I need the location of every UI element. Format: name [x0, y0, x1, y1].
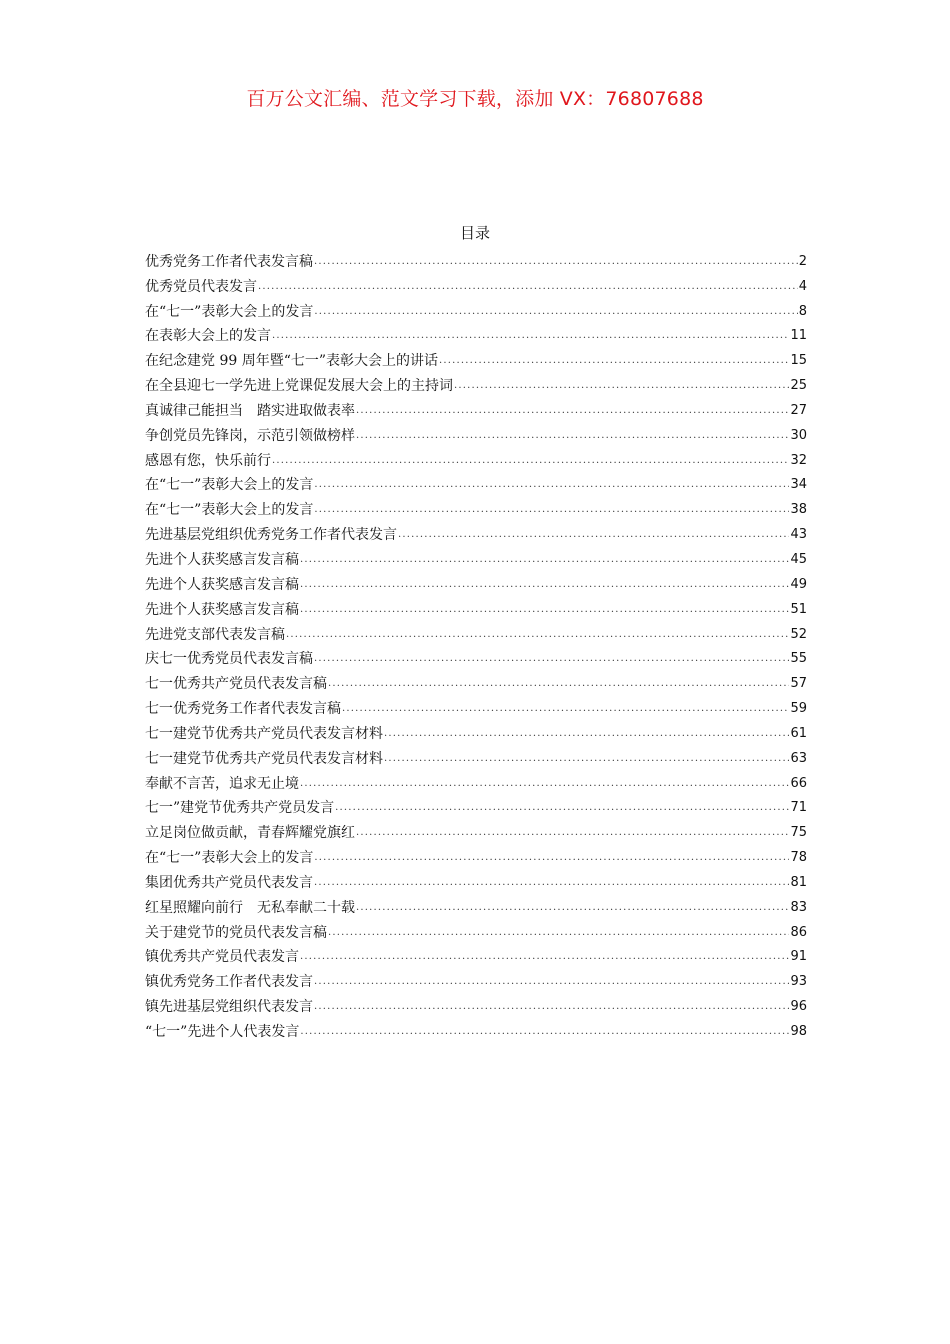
toc-leader-dots — [300, 551, 789, 569]
header-banner: 百万公文汇编、范文学习下载，添加 VX：76807688 — [246, 88, 704, 110]
toc-leader-dots — [384, 750, 789, 768]
toc-entry-title: 七一建党节优秀共产党员代表发言材料 — [145, 750, 383, 767]
toc-entry[interactable] — [145, 1016, 807, 1041]
toc-entry-title: 在表彰大会上的发言 — [145, 328, 271, 345]
toc-leader-dots — [356, 427, 789, 445]
toc-entry-title: 在“七一”表彰大会上的发言 — [145, 303, 314, 320]
toc-entry[interactable] — [145, 594, 807, 619]
toc-entry-title: 镇优秀共产党员代表发言 — [145, 949, 299, 966]
toc-entry-title: 先进个人获奖感言发言稿 — [145, 551, 299, 568]
toc-entry-title: 红星照耀向前行 无私奉献二十载 — [145, 899, 355, 916]
toc-entry[interactable] — [145, 991, 807, 1016]
toc-entry-page: 71 — [790, 800, 807, 816]
toc-leader-dots — [300, 1023, 789, 1041]
toc-entry[interactable] — [145, 842, 807, 867]
toc-entry-page: 86 — [790, 924, 807, 940]
toc-leader-dots — [454, 377, 789, 395]
toc-title: 目录 — [459, 224, 490, 242]
toc-entry-title: 立足岗位做贡献，青春辉耀党旗红 — [145, 825, 355, 842]
toc-entry-page: 63 — [790, 750, 807, 766]
toc-entry[interactable] — [145, 644, 807, 669]
toc-entry-page: 8 — [798, 303, 807, 319]
toc-leader-dots — [314, 849, 789, 867]
toc-entry-page: 4 — [798, 278, 807, 294]
toc-entry-title: 七一优秀党务工作者代表发言稿 — [145, 701, 341, 718]
toc-entry-page: 52 — [790, 626, 807, 642]
toc-entry[interactable] — [145, 867, 807, 892]
toc-entry-page: 43 — [790, 527, 807, 543]
toc-entry-title: 在“七一”表彰大会上的发言 — [145, 502, 314, 519]
toc-entry-title: 先进党支部代表发言稿 — [145, 626, 285, 643]
toc-list — [145, 246, 807, 1041]
toc-entry-page: 2 — [798, 253, 807, 269]
toc-entry-page: 66 — [790, 775, 807, 791]
toc-entry[interactable] — [145, 296, 807, 321]
toc-entry[interactable] — [145, 470, 807, 495]
toc-entry[interactable] — [145, 892, 807, 917]
toc-entry-page: 11 — [790, 328, 807, 344]
toc-entry-page: 59 — [790, 701, 807, 717]
toc-entry-title: 庆七一优秀党员代表发言稿 — [145, 651, 313, 668]
toc-entry[interactable] — [145, 743, 807, 768]
toc-leader-dots — [314, 650, 789, 668]
toc-entry-page: 91 — [790, 949, 807, 965]
toc-leader-dots — [314, 874, 789, 892]
toc-entry-page: 25 — [790, 378, 807, 394]
toc-entry-title: 争创党员先锋岗，示范引领做榜样 — [145, 427, 355, 444]
toc-entry-page: 38 — [790, 502, 807, 518]
toc-entry[interactable] — [145, 718, 807, 743]
toc-entry-title: 集团优秀共产党员代表发言 — [145, 874, 313, 891]
toc-leader-dots — [300, 948, 789, 966]
toc-entry-title: “七一”先进个人代表发言 — [145, 1024, 300, 1040]
toc-entry[interactable] — [145, 246, 807, 271]
toc-entry-title: 奉献不言苦，追求无止境 — [145, 775, 299, 792]
toc-leader-dots — [258, 278, 798, 296]
toc-entry[interactable] — [145, 569, 807, 594]
toc-entry-page: 55 — [790, 651, 807, 667]
toc-entry-title: 先进基层党组织优秀党务工作者代表发言 — [145, 527, 397, 544]
toc-leader-dots — [300, 775, 789, 793]
toc-leader-dots — [398, 526, 789, 544]
toc-entry-title: 七一建党节优秀共产党员代表发言材料 — [145, 725, 383, 742]
toc-leader-dots — [356, 899, 789, 917]
toc-entry[interactable] — [145, 768, 807, 793]
toc-leader-dots — [439, 352, 789, 370]
toc-leader-dots — [314, 998, 789, 1016]
toc-entry[interactable] — [145, 544, 807, 569]
toc-leader-dots — [300, 601, 789, 619]
toc-entry-title: 关于建党节的党员代表发言稿 — [145, 924, 327, 941]
toc-entry-page: 93 — [790, 974, 807, 990]
toc-entry[interactable] — [145, 445, 807, 470]
toc-entry-page: 57 — [790, 676, 807, 692]
toc-entry-title: 优秀党员代表发言 — [145, 278, 257, 295]
toc-leader-dots — [272, 327, 789, 345]
toc-entry-title: 镇先进基层党组织代表发言 — [145, 999, 313, 1016]
toc-leader-dots — [384, 725, 789, 743]
toc-entry-title: 感恩有您，快乐前行 — [145, 452, 271, 469]
toc-entry-title: 七一优秀共产党员代表发言稿 — [145, 676, 327, 693]
toc-leader-dots — [328, 675, 789, 693]
toc-entry-title: 先进个人获奖感言发言稿 — [145, 601, 299, 618]
toc-entry-page: 30 — [790, 427, 807, 443]
toc-entry-title: 镇优秀党务工作者代表发言 — [145, 974, 313, 991]
toc-entry-page: 34 — [790, 477, 807, 493]
toc-entry[interactable] — [145, 668, 807, 693]
toc-entry[interactable] — [145, 942, 807, 967]
toc-leader-dots — [272, 452, 789, 470]
toc-leader-dots — [314, 973, 789, 991]
toc-entry-page: 75 — [790, 825, 807, 841]
toc-entry[interactable] — [145, 966, 807, 991]
toc-entry-title: 在“七一”表彰大会上的发言 — [145, 850, 314, 867]
toc-entry-title: 在“七一”表彰大会上的发言 — [145, 477, 314, 494]
toc-entry[interactable] — [145, 817, 807, 842]
toc-entry-page: 83 — [790, 899, 807, 915]
toc-entry[interactable] — [145, 321, 807, 346]
toc-entry[interactable] — [145, 917, 807, 942]
toc-entry-page: 51 — [790, 601, 807, 617]
toc-entry[interactable] — [145, 345, 807, 370]
toc-entry[interactable] — [145, 693, 807, 718]
toc-leader-dots — [356, 824, 789, 842]
toc-entry-title: 优秀党务工作者代表发言稿 — [145, 253, 313, 270]
toc-entry-page: 78 — [790, 850, 807, 866]
toc-leader-dots — [314, 476, 789, 494]
toc-entry-page: 96 — [790, 999, 807, 1015]
toc-entry[interactable] — [145, 420, 807, 445]
toc-entry-page: 61 — [790, 725, 807, 741]
toc-entry[interactable] — [145, 793, 807, 818]
toc-leader-dots — [286, 626, 789, 644]
toc-entry[interactable] — [145, 619, 807, 644]
toc-entry[interactable] — [145, 519, 807, 544]
toc-leader-dots — [356, 402, 789, 420]
toc-entry-title: 七一”建党节优秀共产党员发言 — [145, 800, 335, 817]
toc-entry-page: 45 — [790, 551, 807, 567]
toc-entry[interactable] — [145, 271, 807, 296]
toc-entry-page: 98 — [790, 1024, 807, 1039]
toc-entry-title: 先进个人获奖感言发言稿 — [145, 576, 299, 593]
toc-entry-page: 81 — [790, 874, 807, 890]
toc-entry[interactable] — [145, 494, 807, 519]
toc-leader-dots — [335, 799, 789, 817]
toc-leader-dots — [314, 303, 797, 321]
toc-entry-page: 49 — [790, 576, 807, 592]
toc-leader-dots — [314, 501, 789, 519]
toc-entry-page: 27 — [790, 402, 807, 418]
toc-leader-dots — [328, 924, 789, 942]
toc-entry[interactable] — [145, 370, 807, 395]
toc-leader-dots — [342, 700, 789, 718]
toc-entry-title: 在纪念建党 99 周年暨“七一”表彰大会上的讲话 — [145, 353, 439, 370]
toc-entry-title: 真诚律己能担当 踏实进取做表率 — [145, 402, 355, 419]
toc-leader-dots — [314, 253, 798, 271]
toc-entry-title: 在全县迎七一学先进上党课促发展大会上的主持词 — [145, 378, 453, 395]
toc-entry[interactable] — [145, 395, 807, 420]
toc-entry-page: 15 — [790, 353, 807, 369]
toc-entry-page: 32 — [790, 452, 807, 468]
toc-leader-dots — [300, 576, 789, 594]
